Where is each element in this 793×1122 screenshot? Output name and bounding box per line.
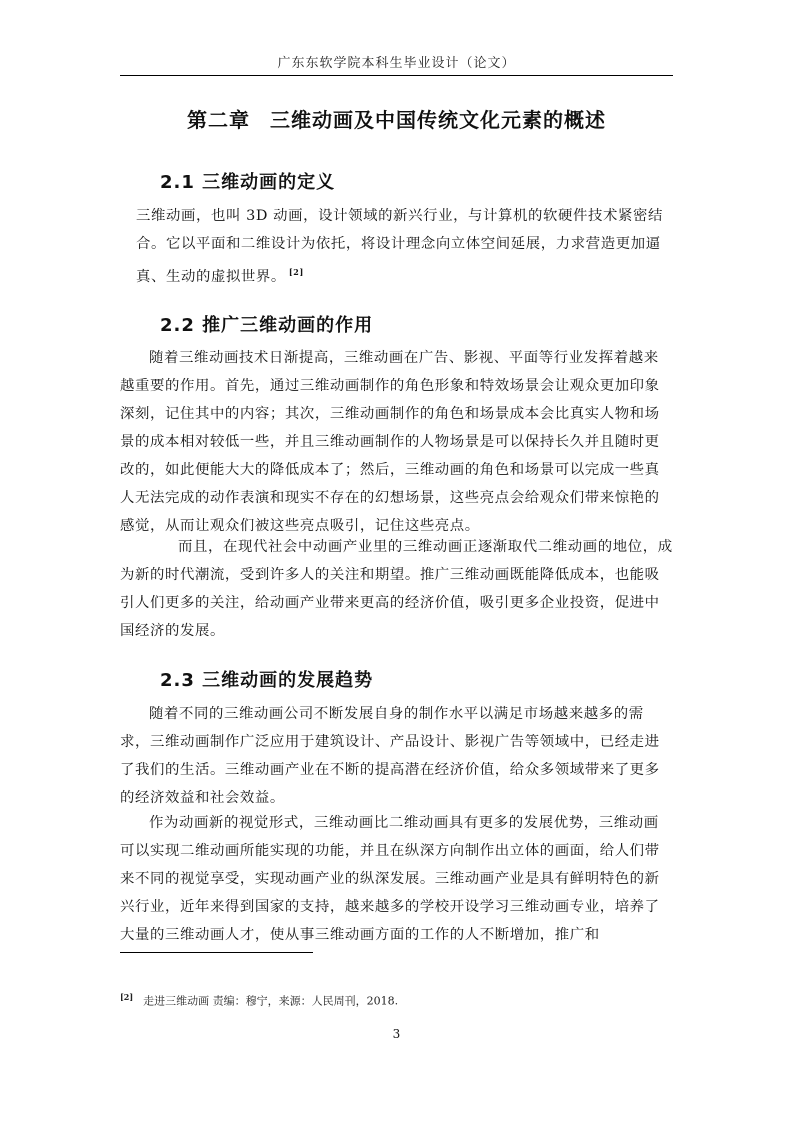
chapter-title [120, 104, 673, 133]
chapter-heading: 三维动画及中国传统文化元素的概述 [270, 108, 606, 132]
section-heading-2-1: 2.1 三维动画的定义 [160, 172, 336, 193]
footnote-text: 走进三维动画 责编：穆宁，来源：人民周刊，2018. [143, 994, 399, 1008]
paragraph [136, 202, 673, 291]
section-heading-2-3: 2.3 三维动画的发展趋势 [160, 670, 374, 691]
running-header: 广东东软学院本科生毕业设计（论文） [277, 56, 516, 71]
chapter-number: 第二章 [187, 108, 250, 132]
footnote-rule [120, 952, 313, 953]
paragraph: 而且，在现代社会中动画产业里的三维动画正逐渐取代二维动画的地位，成为新的时代潮流，受到许多人的关注和期望。推广三维动画既能降低成本，也能吸引人们更多的关注，给动画产业带来更高的经济价值，吸引更多企业投资，促进中国经济的发展。 [120, 539, 673, 639]
paragraph: 作为动画新的视觉形式，三维动画比二维动画具有更多的发展优势，三维动画可以实现二维动画所能实现的功能，并且在纵深方向制作出立体的画面，给人们带来不同的视觉享受，实现动画产业的纵深发展。三维动画产业是具有鲜明特色的新兴行业，近年来得到国家的支持，越来越多的学校开设学习三维动画专业，培养了大量的三维动画人才，使从事三维动画方面的工作的人不断增加，推广和 [120, 815, 660, 943]
header-rule [120, 75, 673, 76]
citation-mark[interactable]: [2] [288, 267, 304, 277]
footnote [120, 992, 398, 1009]
section-heading-2-2: 2.2 推广三维动画的作用 [160, 315, 374, 336]
footnote-mark: [2] [120, 992, 134, 1002]
page-number: 3 [392, 1027, 401, 1041]
paragraph: 随着不同的三维动画公司不断发展自身的制作水平以满足市场越来越多的需求，三维动画制作广泛应用于建筑设计、产品设计、影视广告等领域中，已经走进了我们的生活。三维动画产业在不断的提高潜在经济价值，给众多领域带来了更多的经济效益和社会效益。 [120, 706, 660, 806]
paragraph: 随着三维动画技术日渐提高，三维动画在广告、影视、平面等行业发挥着越来越重要的作用。首先，通过三维动画制作的角色形象和特效场景会让观众更加印象深刻，记住其中的内容；其次，三维动画制作的角色和场景成本会比真实人物和场景的成本相对较低一些，并且三维动画制作的人物场景是可以保持长久并且随时更改的，如此便能大大的降低成本了；然后，三维动画的角色和场景可以完成一些真人无法完成的动作表演和现实不存在的幻想场景，这些亮点会给观众们带来惊艳的感觉，从而让观众们被这些亮点吸引，记住这些亮点。 [120, 350, 660, 534]
paragraph-text: 三维动画，也叫 3D 动画，设计领域的新兴行业，与计算机的软硬件技术紧密结合。它以平面和二维设计为依托，将设计理念向立体空间延展，力求营造更加逼真、生动的虚拟世界。 [136, 208, 663, 285]
